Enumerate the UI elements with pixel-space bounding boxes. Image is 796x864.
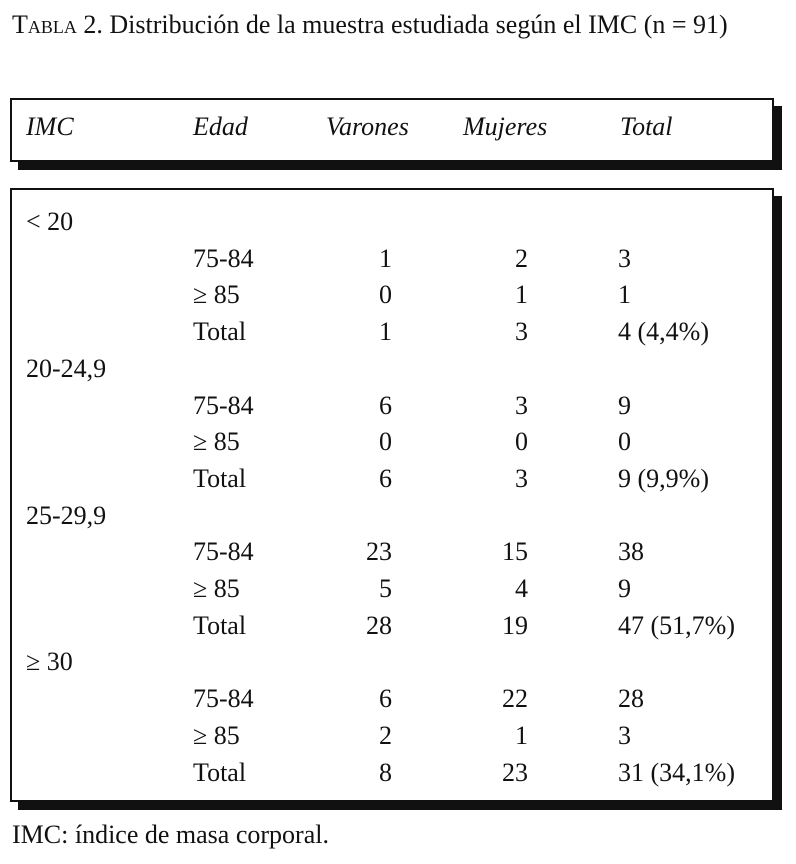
table-row	[12, 755, 772, 791]
header-imc: IMC	[26, 112, 74, 141]
cell-mujeres: 0	[515, 427, 528, 457]
cell-varones: 5	[379, 574, 392, 603]
cell-edad: 75-84	[193, 537, 254, 567]
table-row	[12, 571, 772, 607]
cell-edad: ≥ 85	[193, 574, 240, 603]
cell-total: 31 (34,1%)	[618, 757, 735, 787]
table-footnote: IMC: índice de masa corporal.	[12, 820, 329, 849]
table-row	[12, 314, 772, 350]
cell-varones: 2	[379, 720, 392, 750]
cell-total: 28	[618, 684, 644, 714]
cell-mujeres: 1	[515, 720, 528, 750]
cell-total: 3	[618, 720, 631, 750]
cell-total: 4 (4,4%)	[618, 317, 709, 347]
cell-imc: < 20	[26, 207, 74, 236]
cell-mujeres: 23	[502, 757, 528, 787]
cell-imc: ≥ 30	[26, 647, 73, 677]
cell-mujeres: 3	[515, 390, 528, 420]
header-mujeres: Mujeres	[463, 112, 548, 141]
table-row	[12, 461, 772, 497]
cell-mujeres: 1	[515, 280, 528, 310]
header-total: Total	[620, 112, 673, 141]
table-row	[12, 718, 772, 754]
cell-total: 9	[618, 574, 631, 603]
cell-imc: 20-24,9	[26, 353, 107, 383]
cell-total: 3	[618, 243, 631, 273]
cell-edad: Total	[193, 463, 247, 493]
table-row	[12, 351, 772, 387]
cell-varones: 6	[379, 463, 392, 493]
table-row	[12, 388, 772, 424]
cell-mujeres: 3	[515, 463, 528, 493]
cell-varones: 28	[366, 610, 392, 640]
cell-mujeres: 2	[515, 243, 528, 273]
table-row	[12, 644, 772, 680]
cell-edad: ≥ 85	[193, 720, 240, 750]
cell-varones: 1	[379, 317, 392, 347]
header-edad: Edad	[193, 112, 248, 141]
table-row	[12, 424, 772, 460]
cell-varones: 0	[379, 280, 392, 310]
cell-varones: 23	[366, 537, 392, 567]
cell-mujeres: 15	[502, 537, 528, 567]
table-row	[12, 681, 772, 717]
cell-varones: 6	[379, 684, 392, 714]
table-header	[10, 98, 774, 162]
cell-edad: ≥ 85	[193, 427, 240, 457]
table-caption-label: Tabla 2.	[12, 10, 103, 39]
table-row	[12, 241, 772, 277]
cell-edad: Total	[193, 610, 247, 640]
cell-varones: 6	[379, 390, 392, 420]
cell-varones: 8	[379, 757, 392, 787]
table-row	[12, 277, 772, 313]
cell-edad: Total	[193, 757, 247, 787]
table-caption-text: Distribución de la muestra estudiada según el IMC (n = 91)	[109, 10, 728, 39]
cell-total: 0	[618, 427, 631, 457]
cell-total: 1	[618, 280, 631, 310]
cell-edad: 75-84	[193, 390, 254, 420]
cell-total: 38	[618, 537, 644, 567]
cell-total: 9	[618, 390, 631, 420]
cell-imc: 25-29,9	[26, 500, 107, 530]
cell-mujeres: 3	[515, 317, 528, 347]
table-row	[12, 498, 772, 534]
table-row	[12, 534, 772, 570]
cell-mujeres: 4	[515, 574, 528, 603]
cell-edad: 75-84	[193, 243, 254, 273]
table-row	[12, 204, 772, 240]
cell-edad: ≥ 85	[193, 280, 240, 310]
cell-varones: 0	[379, 427, 392, 457]
cell-mujeres: 19	[502, 610, 528, 640]
cell-total: 9 (9,9%)	[618, 463, 709, 493]
cell-edad: Total	[193, 317, 247, 347]
cell-varones: 1	[379, 243, 392, 273]
table-row	[12, 608, 772, 644]
table-body	[10, 188, 774, 802]
cell-edad: 75-84	[193, 684, 254, 714]
cell-total: 47 (51,7%)	[618, 610, 735, 640]
cell-mujeres: 22	[502, 684, 528, 714]
header-varones: Varones	[326, 112, 409, 141]
table-caption	[12, 8, 782, 42]
